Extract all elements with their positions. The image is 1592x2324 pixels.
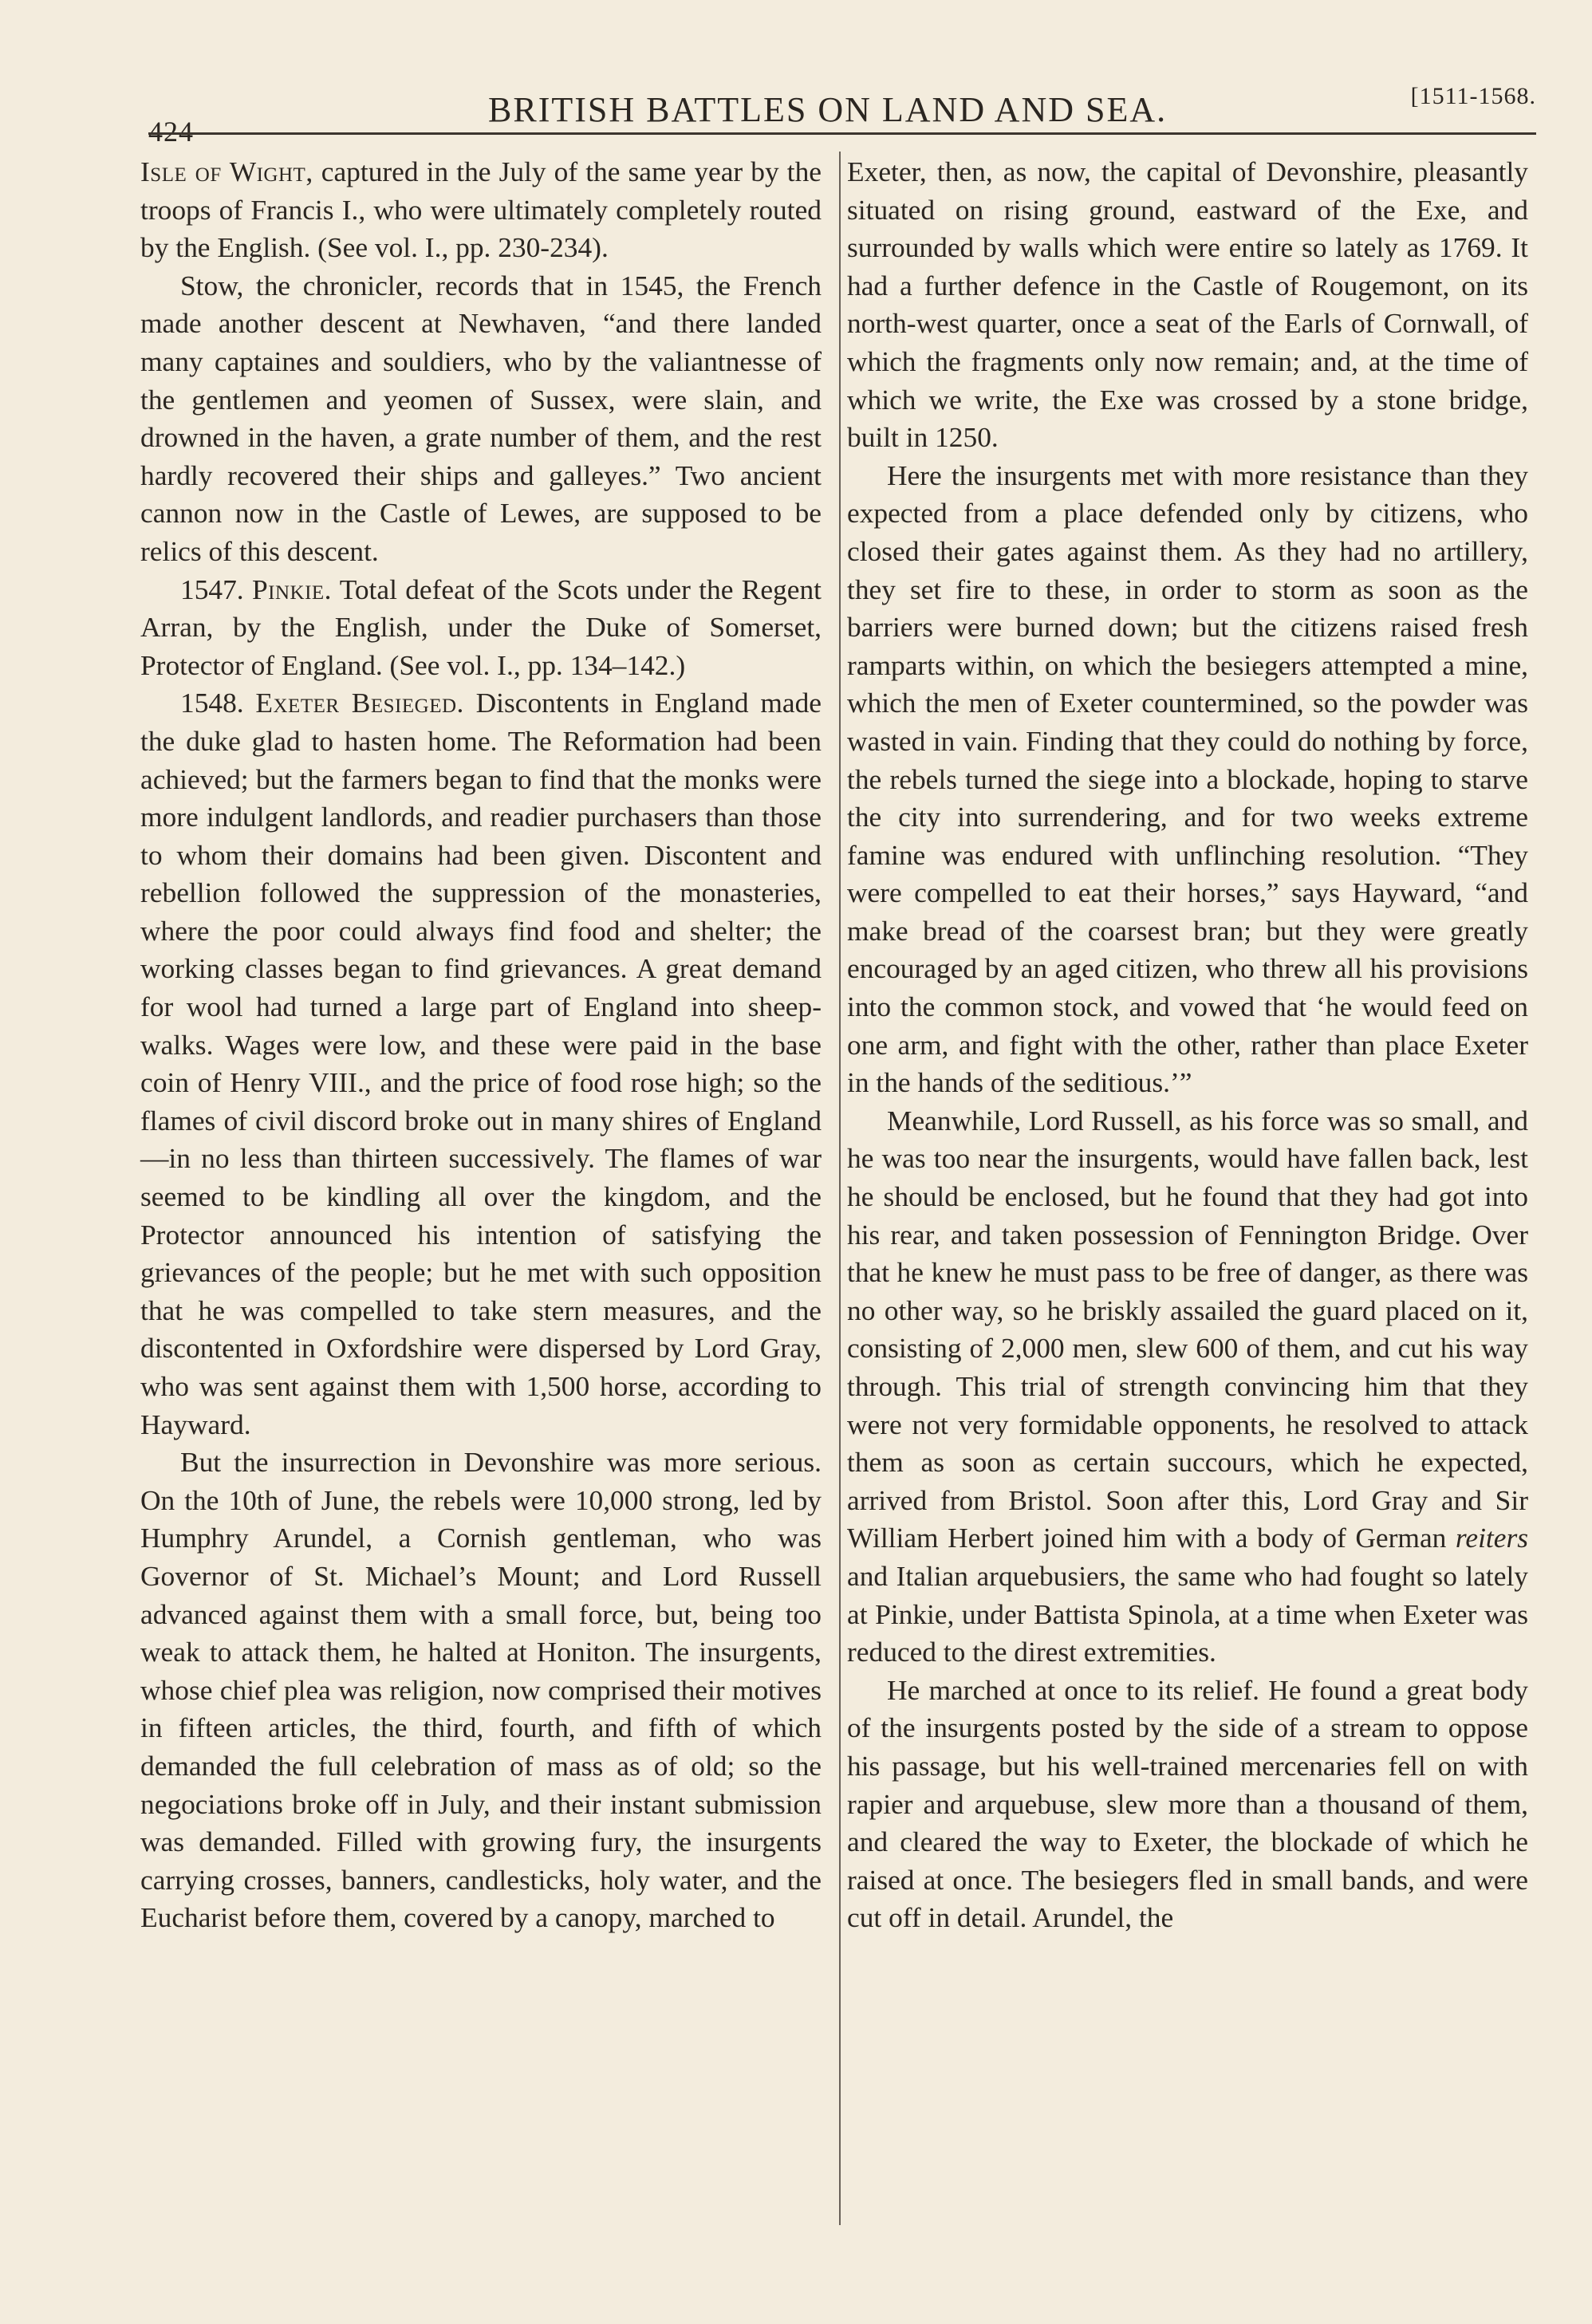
paragraph-text: Here the insurgents met with more resistance than they expected from a place defended only by citizens, who closed their gates against them. As they had no artillery, they set fire to these, in order to storm as soon as the barriers were burned down; but the citizens raised fresh ramparts within, on which the besiegers attempted a mine, which the men of Exeter countermined, so the powder was wasted in vain. Finding that they could do nothing by force, the rebels turned the siege into a blockade, hoping to starve the city into surrendering, and for two weeks extreme famine was endured with unflinching resolution. “They were compelled to eat their horses,” says Hayward, “and make bread of the coarsest bran; but they were greatly encouraged by an aged citizen, who threw all his provisions into the common stock, and vowed that ‘he would feed on one arm, and fight with the other, rather than place Exeter in the hands of the seditious.’” [847,459,1528,1099]
header-rule [148,132,1536,135]
paragraph-isle-of-wight [140,153,822,267]
paragraph-text: Meanwhile, Lord Russell, as his force was so small, and he was too near the insurgents, would have fallen back, lest he should be enclosed, but he found that they had got into his rear, and taken possession of Fennington Bridge. Over that he knew he must pass to be free of danger, as there was no other way, so he briskly assailed the guard placed on it, consisting of 2,000 men, slew 600 of them, and cut his way through. This trial of strength convincing him that they were not very formidable opponents, he resolved to attack them as soon as certain succours, which he expected, arrived from Bristol. Soon after this, Lord Gray and Sir William Herbert joined him with a body of German [847,1104,1528,1554]
section-heading-pinkie: Pinkie. [251,573,333,605]
paragraph-relief [847,1672,1528,1937]
column-divider [839,152,841,2225]
entry-year: 1547. [180,573,244,605]
paragraph-text: Exeter, then, as now, the capital of Devonshire, pleasantly situated on rising ground, eastward of the Exe, and surrounded by walls which were entire so lately as 1769. It had a further defence in the Castle of Rougemont, on its north-west quarter, once a seat of the Earls of Cornwall, of which the fragments only now remain; and, at the time of which we write, the Exe was crossed by a stone bridge, built in 1250. [847,156,1528,454]
running-title: BRITISH BATTLES ON LAND AND SEA. [488,90,1168,129]
page-number: 424 [148,116,194,148]
right-column [847,153,1528,1937]
left-column [140,153,822,1937]
paragraph-pinkie [140,571,822,685]
page-header [148,83,1536,148]
date-range: [1511-1568. [1410,83,1536,109]
paragraph-siege [847,457,1528,1102]
entry-year: 1548. [180,687,244,719]
paragraph-text: captured in the July of the same year by the troops of Francis I., who were ultimately completely routed by the English. (See vol. I., pp. 230-234). [140,156,822,264]
paragraph-exeter-besieged [140,684,822,1444]
paragraph-lord-russell [847,1102,1528,1672]
paragraph-text: Stow, the chronicler, records that in 1545, the French made another descent at Newhaven, “and there landed many captaines and souldiers, who by the valiantnesse of the gentlemen and yeomen of Sussex, were slain, and drowned in the haven, a grate number of them, and the rest hardly recovered their ships and galleyes.” Two ancient cannon now in the Castle of Lewes, are supposed to be relics of this descent. [140,269,822,567]
paragraph-text: Total defeat of the Scots under the Regent Arran, by the English, under the Duke of Somerset, Protector of England. (See vol. I., pp. 134–142.) [140,573,822,681]
section-heading-isle-of-wight: Isle of Wight, [140,156,313,187]
italic-term: reiters [1455,1522,1528,1554]
paragraph-text: He marched at once to its relief. He found a great body of the insurgents posted by the side of a stream to oppose his passage, but his well-trained mercenaries fell on with rapier and arquebuse, slew more than a thousand of them, and cleared the way to Exeter, the blockade of which he raised at once. The besiegers fled in small bands, and were cut off in detail. Arundel, the [847,1673,1528,1934]
paragraph-text: But the insurrection in Devonshire was more serious. On the 10th of June, the rebels were 10,000 strong, led by Humphry Arundel, a Cornish gentleman, who was Governor of St. Michael’s Mount; and Lord Russell advanced against them with a small force, but, being too weak to attack them, he halted at Honiton. The insurgents, whose chief plea was religion, now comprised their motives in fifteen articles, the third, fourth, and fifth of which demanded the full celebration of mass as of old; so the negociations broke off in July, and their instant submission was demanded. Filled with growing fury, the insurgents carrying crosses, banners, candlesticks, holy water, and the Eucharist before them, covered by a canopy, marched to [140,1446,822,1934]
paragraph-text: Discontents in England made the duke glad to hasten home. The Reformation had been achieved; but the farmers began to find that the monks were more indulgent landlords, and readier purchasers than those to whom their domains had been given. Discontent and rebellion followed the suppression of the monasteries, where the poor could always find food and shelter; the working classes began to find grievances. A great demand for wool had turned a large part of England into sheep-walks. Wages were low, and these were paid in the base coin of Henry VIII., and the price of food rose high; so the flames of civil discord broke out in many shires of England—in no less than thirteen successively. The flames of war seemed to be kindling all over the kingdom, and the Protector announced his intention of satisfying the grievances of the people; but he met with such opposition that he was compelled to take stern measures, and the discontented in Oxfordshire were dispersed by Lord Gray, who was sent against them with 1,500 horse, according to Hayward. [140,687,822,1440]
paragraph-newhaven [140,267,822,571]
paragraph-exeter-description [847,153,1528,457]
section-heading-exeter-besieged: Exeter Besieged. [255,687,464,719]
paragraph-devonshire [140,1444,822,1937]
paragraph-text: and Italian arquebusiers, the same who had fought so lately at Pinkie, under Battista Spinola, at a time when Exeter was reduced to the direst extremities. [847,1559,1528,1668]
